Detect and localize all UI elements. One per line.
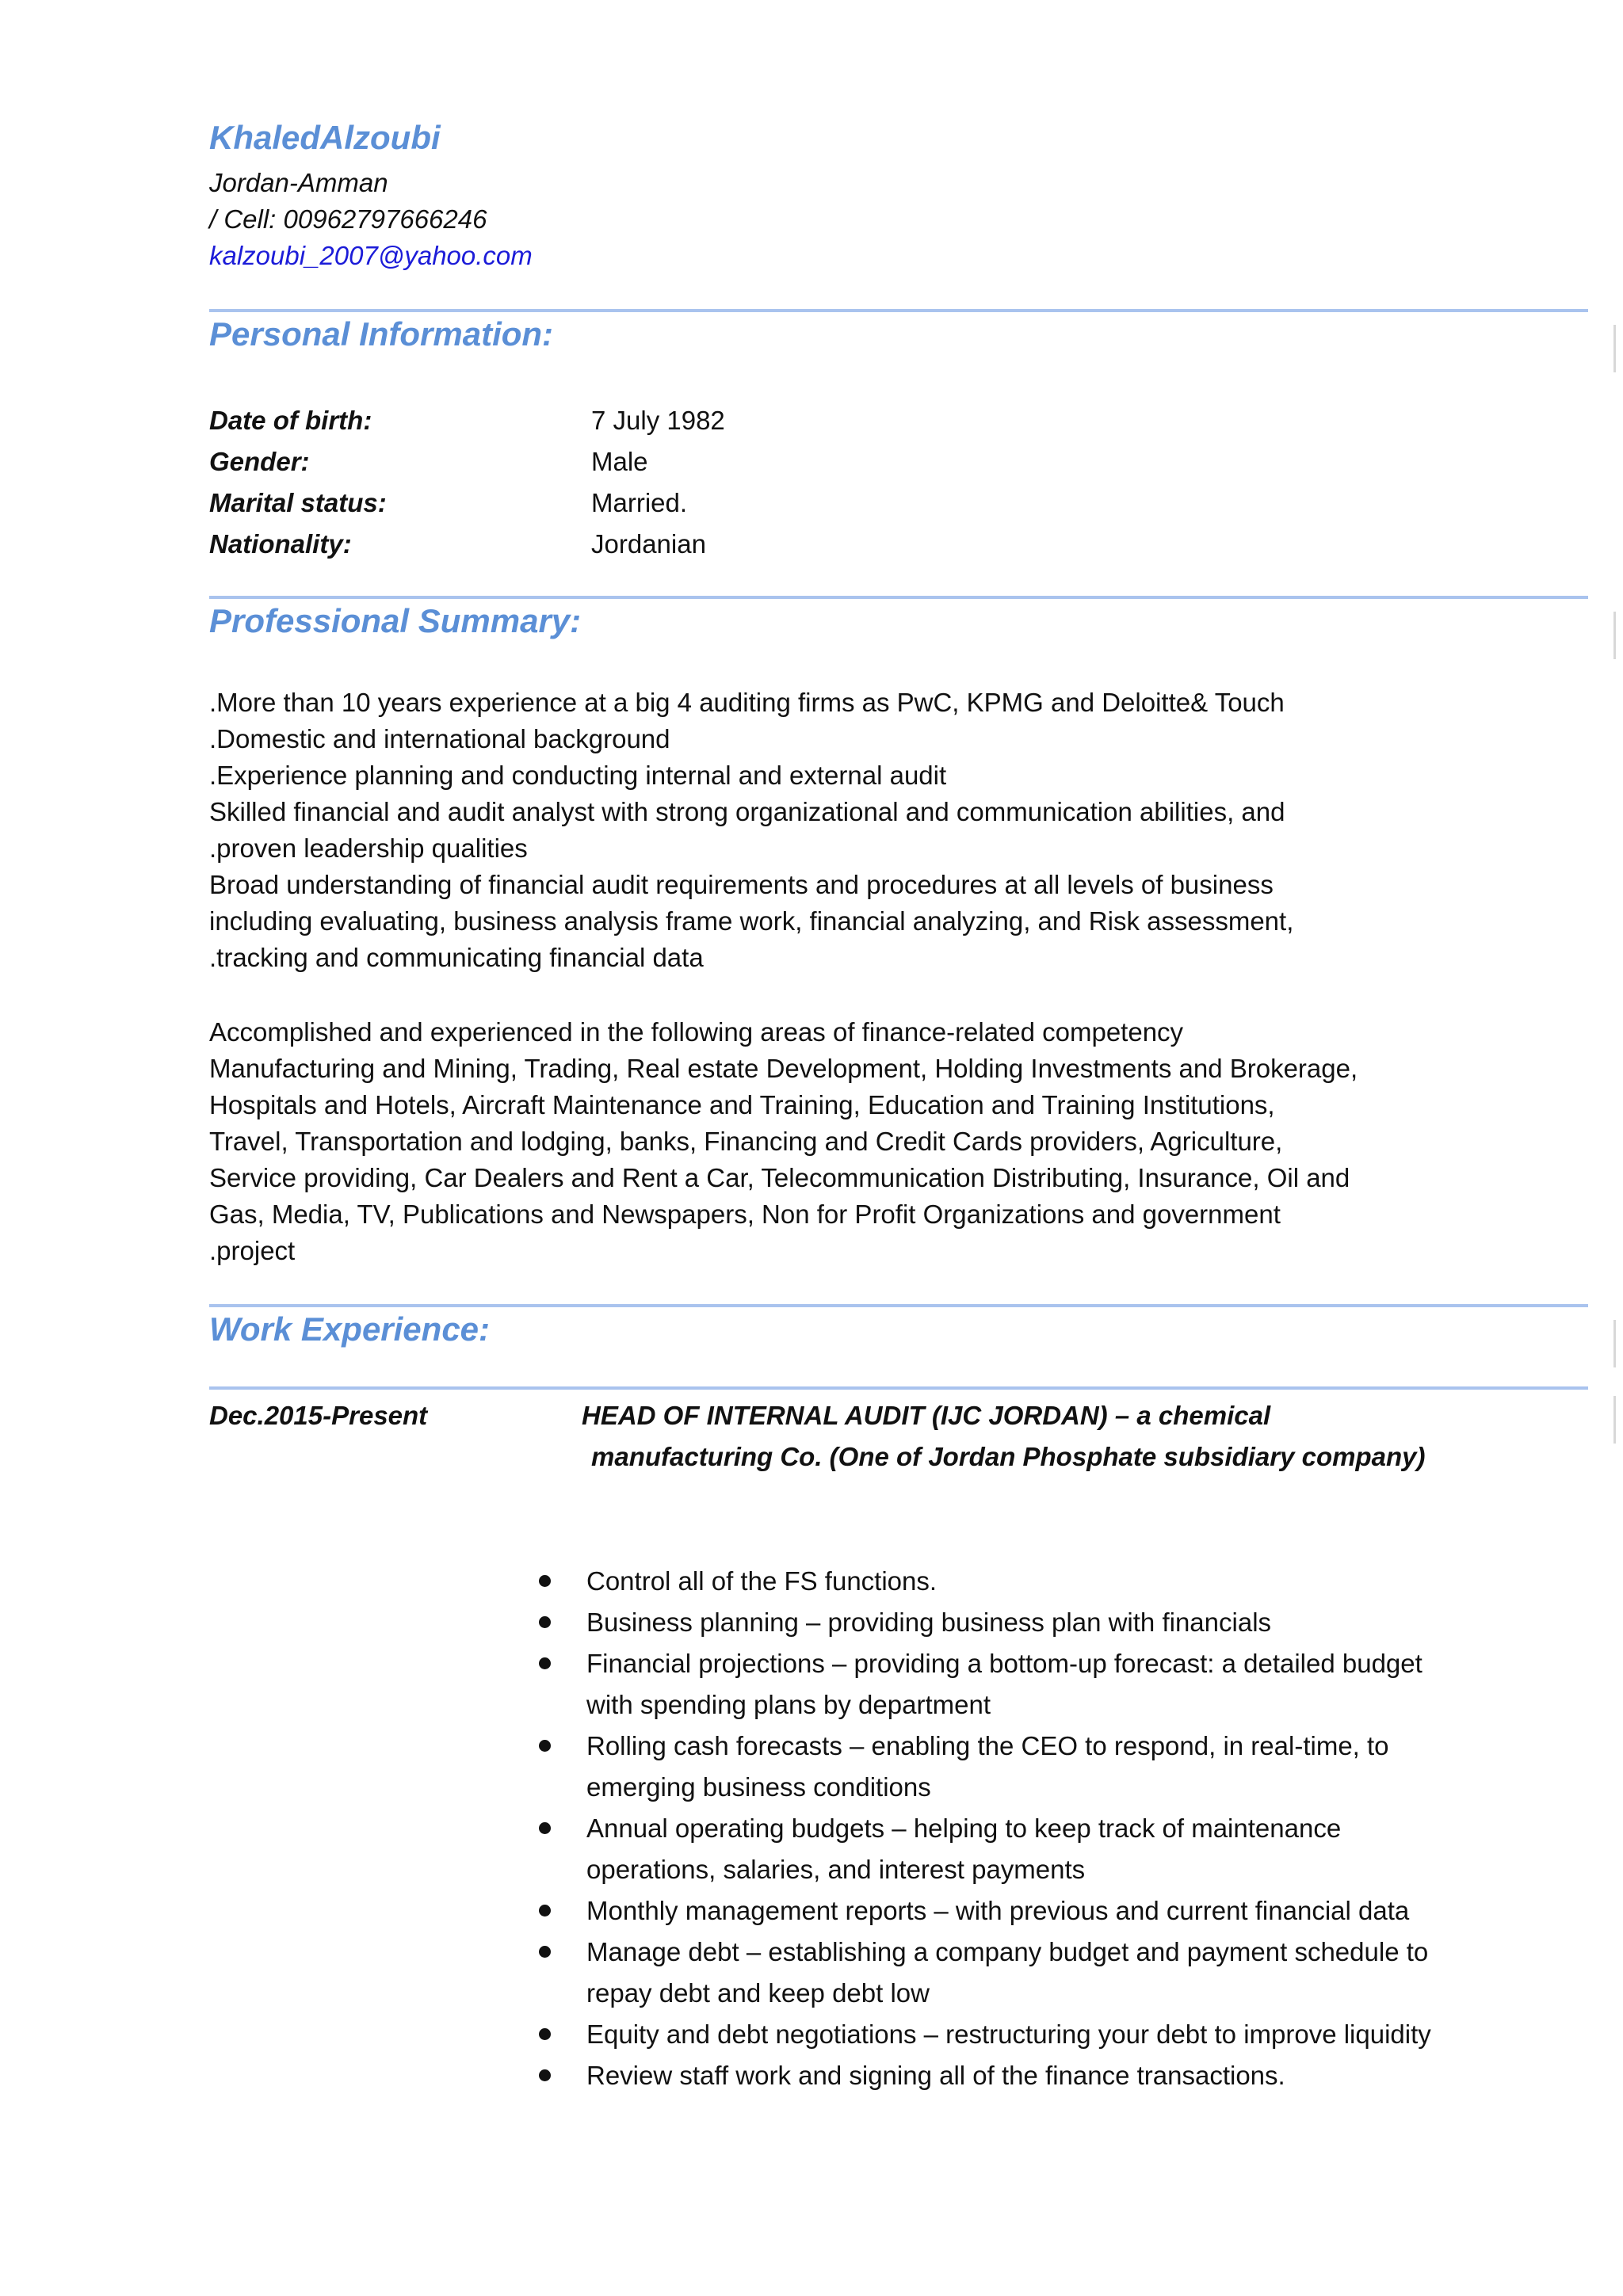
section-divider <box>209 1304 1588 1307</box>
list-item <box>539 2014 1450 2055</box>
summary-line: including evaluating, business analysis frame work, financial analyzing, and Risk assessment, <box>209 906 1294 936</box>
list-item <box>539 1890 1450 1932</box>
list-item <box>539 1808 1450 1890</box>
location: Jordan-Amman <box>209 168 388 197</box>
gender-value: Male <box>591 447 648 476</box>
summary-line: Skilled financial and audit analyst with strong organizational and communication abilities, and <box>209 797 1285 826</box>
margin-mark <box>1613 612 1616 659</box>
bullet-icon <box>539 1946 551 1958</box>
job-responsibilities <box>539 1561 1450 2096</box>
list-item-text: Annual operating budgets – helping to keep track of maintenance operations, salaries, and interest payments <box>586 1814 1342 1884</box>
summary-line: Hospitals and Hotels, Aircraft Maintenance and Training, Education and Training Institutions, <box>209 1090 1275 1119</box>
list-item-text: Business planning – providing business plan with financials <box>586 1608 1272 1637</box>
list-item-text: Review staff work and signing all of the finance transactions. <box>586 2061 1285 2090</box>
list-item-text: Control all of the FS functions. <box>586 1566 938 1596</box>
list-item-text: Rolling cash forecasts – enabling the CEO to respond, in real-time, to emerging business conditions <box>586 1731 1389 1802</box>
bullet-icon <box>539 1657 551 1669</box>
bullet-icon <box>539 1740 551 1752</box>
marital-status-label: Marital status: <box>209 488 387 517</box>
nationality-label: Nationality: <box>209 529 352 559</box>
summary-line: .Experience planning and conducting internal and external audit <box>209 761 947 790</box>
section-divider <box>209 1386 1588 1390</box>
bullet-icon <box>539 2028 551 2040</box>
marital-status-value: Married. <box>591 488 688 517</box>
summary-line: Manufacturing and Mining, Trading, Real estate Development, Holding Investments and Brokerage, <box>209 1054 1358 1083</box>
dob-value: 7 July 1982 <box>591 406 725 435</box>
bullet-icon <box>539 1822 551 1834</box>
section-divider <box>209 596 1588 599</box>
summary-line: .proven leadership qualities <box>209 833 528 863</box>
list-item-text: Monthly management reports – with previous and current financial data <box>586 1896 1410 1925</box>
nationality-value: Jordanian <box>591 529 706 559</box>
list-item-text: Manage debt – establishing a company budget and payment schedule to repay debt and keep debt low <box>586 1937 1429 2008</box>
job-date: Dec.2015-Present <box>209 1401 428 1430</box>
bullet-icon <box>539 1616 551 1628</box>
margin-mark <box>1613 325 1616 372</box>
list-item-text: Financial projections – providing a bottom-up forecast: a detailed budget with spending plans by department <box>586 1649 1423 1719</box>
list-item-text: Equity and debt negotiations – restructuring your debt to improve liquidity <box>586 2019 1431 2049</box>
summary-line: Accomplished and experienced in the following areas of finance-related competency <box>209 1017 1184 1047</box>
margin-mark <box>1613 1320 1616 1367</box>
job-company: manufacturing Co. (One of Jordan Phosphate subsidiary company) <box>591 1442 1426 1471</box>
summary-line: .project <box>209 1236 296 1265</box>
email-link[interactable]: kalzoubi_2007@yahoo.com <box>209 241 533 270</box>
bullet-icon <box>539 1905 551 1917</box>
summary-line: Travel, Transportation and lodging, banks, Financing and Credit Cards providers, Agriculture, <box>209 1127 1283 1156</box>
list-item <box>539 2055 1450 2096</box>
gender-label: Gender: <box>209 447 310 476</box>
bullet-icon <box>539 1575 551 1587</box>
list-item <box>539 1561 1450 1602</box>
cell-phone: / Cell: 00962797666246 <box>209 204 487 234</box>
section-title-personal: Personal Information: <box>209 315 554 353</box>
bullet-icon <box>539 2069 551 2081</box>
candidate-name: KhaledAlzoubi <box>209 119 441 156</box>
summary-line: .Domestic and international background <box>209 724 670 753</box>
summary-line: .More than 10 years experience at a big 4 auditing firms as PwC, KPMG and Deloitte& Touch <box>209 688 1285 717</box>
list-item <box>539 1932 1450 2014</box>
list-item <box>539 1643 1450 1726</box>
summary-line: Service providing, Car Dealers and Rent a Car, Telecommunication Distributing, Insurance, Oil and <box>209 1163 1350 1192</box>
section-title-summary: Professional Summary: <box>209 602 582 639</box>
summary-line: .tracking and communicating financial data <box>209 943 704 972</box>
job-title: HEAD OF INTERNAL AUDIT (IJC JORDAN) – a chemical <box>582 1401 1271 1430</box>
list-item <box>539 1726 1450 1808</box>
list-item <box>539 1602 1450 1643</box>
summary-line: Broad understanding of financial audit requirements and procedures at all levels of business <box>209 870 1274 899</box>
dob-label: Date of birth: <box>209 406 372 435</box>
section-title-work: Work Experience: <box>209 1310 491 1348</box>
margin-mark <box>1613 1396 1616 1444</box>
summary-line: Gas, Media, TV, Publications and Newspapers, Non for Profit Organizations and government <box>209 1199 1281 1229</box>
section-divider <box>209 309 1588 312</box>
